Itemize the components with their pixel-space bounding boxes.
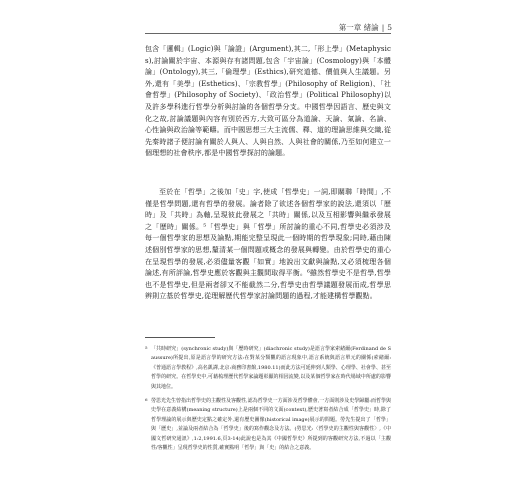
separator: | bbox=[381, 23, 385, 32]
header-rule bbox=[145, 33, 391, 34]
footnote-rule bbox=[145, 337, 215, 338]
body-paragraph-1 bbox=[145, 44, 391, 160]
footnote-6 bbox=[145, 397, 391, 453]
page-number: 5 bbox=[387, 23, 392, 32]
footnote-mark: 6 bbox=[145, 397, 148, 403]
body-paragraph-2 bbox=[145, 187, 391, 303]
chapter-title: 第一章 緒論 bbox=[338, 23, 379, 32]
footnote-mark: 5 bbox=[145, 345, 148, 350]
running-head bbox=[339, 22, 392, 33]
footnote-5 bbox=[145, 345, 391, 392]
footnote-text: 勞思光先生曾指出哲學史的主觀性及客觀性,認為哲學史一方面涉及哲學體會,一方面則涉及史學歸屬:而哲學與史學在意義結構(meaning structure)上是兩個不同的文面(context),歷史著寫者結合成「哲學史」時,除了哲學理論的展示與歷史定點之確定外,還有歷史圖像(historical image)展示的問題。勞先生提出了「哲學」與「歷史」,並論及兩者結合為「哲學史」後的寫作觀念及方法。(勞思光:〈哲學史的主觀性與客觀性〉,《中國文哲研究通訊》,1:2,1991.6,頁3-14)此說也是為其《中國哲學史》所提到的客觀研究方法,不過以「主觀性/客觀性」呈現哲學史的性質,確實點明「哲學」與「史」的結合之意義。 bbox=[151, 398, 391, 452]
paragraph-text: 至於在「哲學」之後加「史」字,使成「哲學史」一詞,即關聯「時間」,不僅是哲學問題,還有哲學的發展。論者除了欲述各個哲學家的說法,還須以「歷時」及「共時」為軸,呈現彼此發展之「共時」關係,以及互相影響與繼承發展之「歷時」關係。⁵「哲學史」與「哲學」所討論的重心不同,哲學史必須涉及每一個哲學家的思想及論點,期能完整呈現此一個時期的哲學現象;同時,藉由陳述個別哲學家的思想,釐清某一個問題或概念的發展與轉變。由於哲學史的重心在呈現哲學的發展,必須儘量客觀「如實」地說出文獻與論點,又必須梳理各個論述,有所評論,哲學史應於客觀與主觀間取得平衡。⁶雖然哲學史不是哲學,哲學也不是哲學史,但是兩者卻又不能截然二分,哲學史由哲學議題發展而成,哲學思辨則立基於哲學史,從理解歷代哲學家討論問題的過程,才能建構哲學觀點。 bbox=[145, 188, 391, 301]
footnote-text: 「共時研究」(synchronic study)與「歷時研究」(diachronic study)是語言學家索緒爾(Ferdinand de Saussure)所提出,原是語言學的研究方法:在對某分類觀的語言現象中,語言系統與語言單元的關係(索緒爾:《普通語言學教程》,高名凱譯,北京:商務印書館,1980.11)而此方法可延伸到人類學、心理學、社會學、甚至哲學的研究。在哲學史中,可藉梳理歷代哲學家論題彰顯的相因流變,以及某個哲學家在時代場域中所處的影響與其地位。 bbox=[151, 346, 391, 390]
footnotes bbox=[145, 345, 391, 458]
paragraph-text: 包含「邏輯」(Logic)與「論證」(Argument),其二,「形上學」(Metaphysics),討論關於宇宙、本源與存有諸問題,包含「宇宙論」(Cosmology)與「本體論」(Ontology),其三,「倫理學」(Esthics),研究道德、價值與人生議題。另外,還有「美學」(Esthetics)、「宗教哲學」(Philosophy of Religion)、「社會哲學」(Philosophy of Society)、「政治哲學」(Political Philosophy)以及許多學科進行哲學分析與討論的各個哲學分支。中國哲學因語言、歷史與文化之故,討論議題與內容有別於西方,大致可區分為道論、天論、氣論、名論、心性論與政治論等範疇。而中國思想三大主流儒、釋、道的理論思維與交織,從先秦時諸子便討論有關於人與人、人與自然、人與社會的關係,乃至如何建立一個理想的社會秩序,都是中國哲學探討的論題。 bbox=[145, 45, 391, 158]
